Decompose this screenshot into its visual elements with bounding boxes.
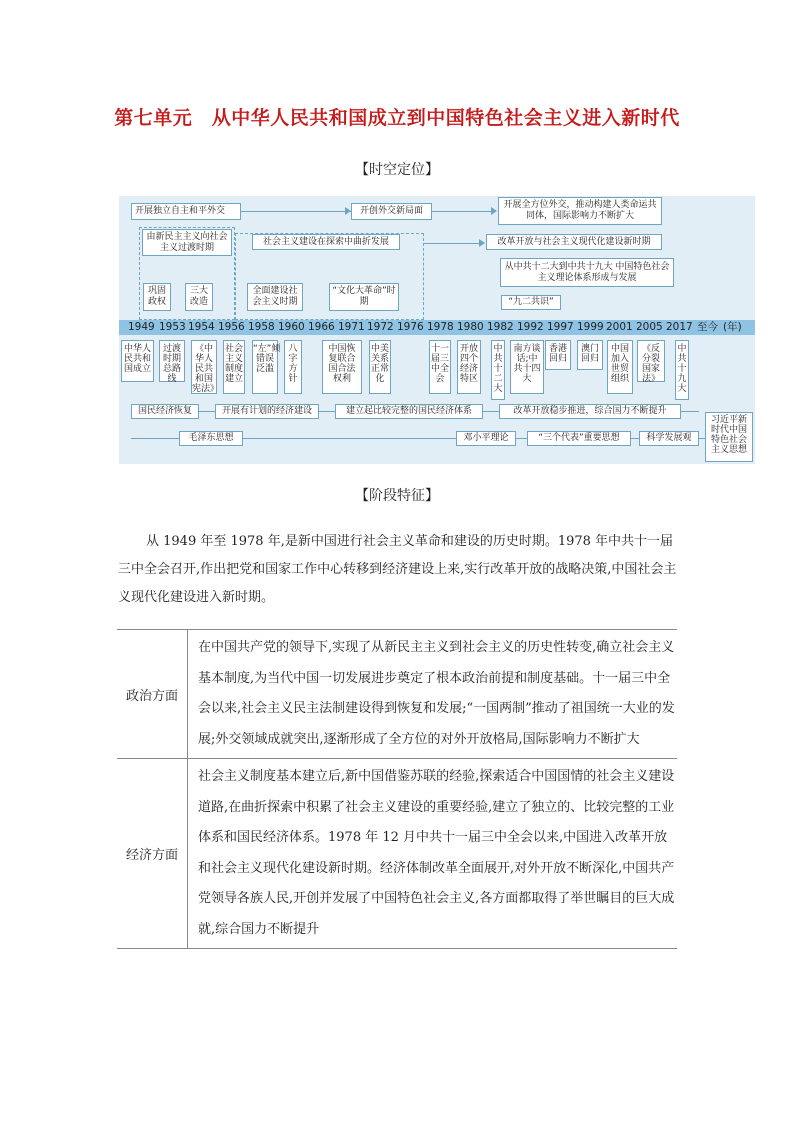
event-consensus: “九二共识” [501, 295, 561, 310]
event-box: 过渡时期总路线 [159, 340, 185, 382]
period-theory: 从中共十二大到中共十九大 中国特色社会主义理论体系形成与发展 [500, 258, 674, 287]
economy-3: 建立起比较完整的国民经济体系 [335, 404, 483, 419]
year-label: 2005 [636, 321, 663, 333]
page-title: 第七单元 从中华人民共和国成立到中国特色社会主义进入新时代 [114, 107, 680, 129]
event-box: 《反分裂国家法》 [637, 340, 665, 382]
thought-three-represents: “三个代表”重要思想 [527, 431, 631, 446]
event-consolidate: 巩固政权 [143, 283, 171, 311]
aspect-label: 政治方面 [117, 630, 188, 759]
diplomacy-3: 开展全方位外交，推动构建人类命运共同体，国际影响力不断扩大 [498, 197, 662, 225]
period-build: 全面建设社会主义时期 [247, 283, 303, 311]
event-box: 社会主义制度建立 [223, 340, 245, 394]
year-label: 1980 [457, 321, 484, 333]
thought-scientific-development: 科学发展观 [639, 431, 699, 446]
year-label: 1978 [427, 321, 454, 333]
event-box: 开放四个经济特区 [457, 340, 481, 394]
event-three-reforms: 三大改造 [185, 283, 213, 311]
event-box: 中国加入世贸组织 [607, 340, 633, 394]
period-cultural-revolution: “文化大革命”时期 [329, 283, 399, 311]
year-label: 1960 [278, 321, 305, 333]
year-label: (年) [723, 321, 742, 333]
year-label: 2001 [606, 321, 633, 333]
year-label: 1999 [577, 321, 604, 333]
thought-mao: 毛泽东思想 [179, 431, 243, 446]
diplomacy-1: 开展独立自主和平外交 [131, 203, 241, 220]
timeline-diagram [119, 196, 755, 464]
features-table [117, 629, 677, 949]
year-label: 1949 [128, 321, 155, 333]
intro-paragraph: 从 1949 年至 1978 年,是新中国进行社会主义革命和建设的历史时期。1978 年中共十一届三中全会召开,作出把党和国家工作中心转移到经济建设上来,实行改革开放的战略决策,中国社会主义现代化建设进入新时期。 [118, 534, 677, 605]
table-row [117, 630, 677, 759]
aspect-text: 在中国共产党的领导下,实现了从新民主主义到社会主义的历史性转变,确立社会主义基本制度,为当代中国一切发展进步奠定了根本政治前提和制度基础。十一届三中全会以来,社会主义民主法制建设得到恢复和发展;“一国两制”推动了祖国统一大业的发展;外交领域成就突出,逐渐形成了全方位的对外开放格局,国际影响力不断扩大 [188, 630, 678, 759]
aspect-label: 经济方面 [117, 759, 188, 949]
year-label: 1982 [487, 321, 514, 333]
event-box: 澳门回归 [577, 340, 603, 370]
table-row [117, 759, 677, 949]
year-label: 1971 [338, 321, 365, 333]
period-transition: 由新民主主义向社会主义过渡时期 [142, 229, 232, 256]
event-box: 《中华人民共和国宪法》 [191, 340, 217, 394]
event-box: 中共十九大 [675, 340, 689, 400]
event-box: 香港回归 [545, 340, 571, 370]
event-box: 中华人民共和国成立 [121, 340, 154, 382]
event-box: 中美关系正常化 [369, 340, 391, 394]
year-label: 1972 [367, 321, 394, 333]
event-box: 八字方针 [284, 340, 302, 394]
event-box: 中国恢复联合国合法权利 [322, 340, 362, 394]
event-box: “左”倾错误泛滥 [252, 340, 278, 394]
year-label: 1992 [517, 321, 544, 333]
event-box: 十一届三中全会 [429, 340, 451, 394]
year-label: 1956 [218, 321, 245, 333]
diplomacy-2: 开创外交新局面 [351, 203, 432, 220]
year-label: 1954 [188, 321, 215, 333]
section-heading-features: 【阶段特征】 [355, 488, 439, 504]
thought-xi: 习近平新时代中国特色社会主义思想 [705, 412, 753, 462]
event-box: 中共十二大 [491, 340, 505, 400]
period-reform: 改革开放与社会主义现代化建设新时期 [486, 234, 662, 250]
year-label: 至今 [697, 321, 718, 333]
year-label: 1953 [159, 321, 186, 333]
year-label: 1966 [308, 321, 335, 333]
economy-1: 国民经济恢复 [131, 404, 199, 419]
year-label: 1958 [248, 321, 275, 333]
economy-4: 改革开放稳步推进，综合国力不断提升 [499, 404, 681, 419]
section-heading-timeline: 【时空定位】 [355, 162, 439, 178]
year-label: 2017 [666, 321, 693, 333]
thought-deng: 邓小平理论 [456, 431, 516, 446]
year-label: 1997 [547, 321, 574, 333]
event-box: 南方谈话;中共十四大 [510, 340, 544, 394]
aspect-text: 社会主义制度基本建立后,新中国借鉴苏联的经验,探索适合中国国情的社会主义建设道路,在曲折探索中积累了社会主义建设的重要经验,建立了独立的、比较完整的工业体系和国民经济体系。1978 年 12 月中共十一届三中全会以来,中国进入改革开放和社会主义现代化建设新时期。经济体制改革全面展开,对外开放不断深化,中国共产党领导各族人民,开创并发展了中国特色社会主义,各方面都取得了举世瞩目的巨大成就,综合国力不断提升 [188, 759, 678, 949]
period-tortuous: 社会主义建设在探索中曲折发展 [252, 234, 400, 250]
year-label: 1976 [397, 321, 424, 333]
economy-2: 开展有计划的经济建设 [215, 404, 319, 419]
